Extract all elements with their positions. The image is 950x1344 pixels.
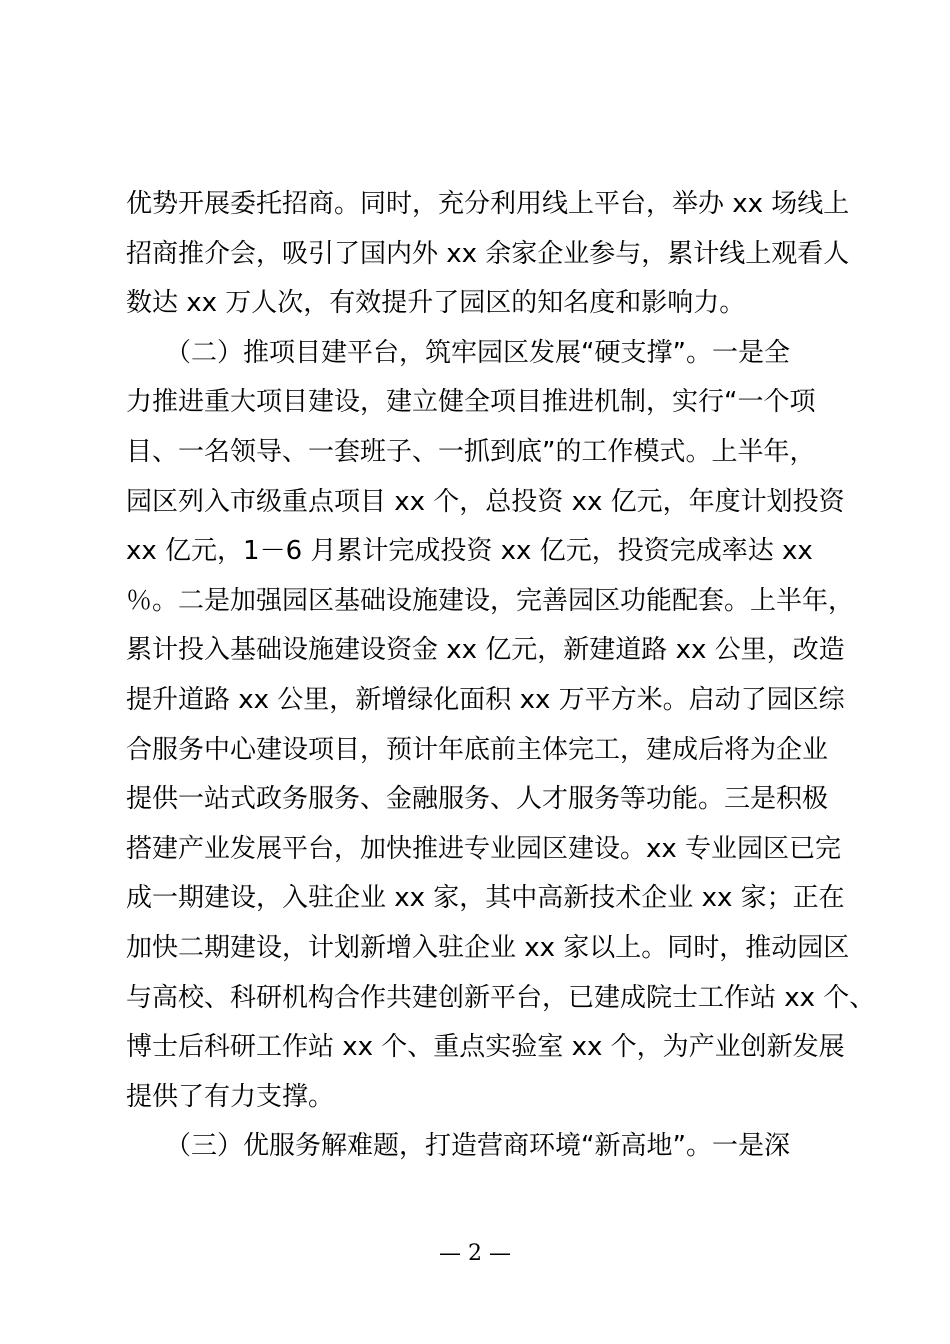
text-line: 与高校、科研机构合作共建创新平台，已建成院士工作站 xx 个、 (126, 982, 876, 1013)
text-line: 数达 xx 万人次，有效提升了园区的知名度和影响力。 (126, 288, 746, 319)
body-text (126, 180, 876, 1172)
text-line: ％。二是加强园区基础设施建设，完善园区功能配套。上半年， (126, 585, 855, 616)
text-line: 合服务中心建设项目，预计年底前主体完工，建成后将为企业 (126, 734, 829, 765)
text-line: 力推进重大项目建设，建立健全项目推进机制，实行“一个项 (126, 387, 816, 418)
text-line: 加快二期建设，计划新增入驻企业 xx 家以上。同时，推动园区 (126, 932, 850, 963)
text-line: 优势开展委托招商。同时，充分利用线上平台，举办 xx 场线上 (126, 189, 850, 219)
section-heading-line: （三）优服务解难题，打造营商环境“新高地”。一是深 (126, 1131, 790, 1162)
text-line: 累计投入基础设施建设资金 xx 亿元，新建道路 xx 公里，改造 (126, 635, 845, 666)
text-line: 成一期建设，入驻企业 xx 家，其中高新技术企业 xx 家；正在 (126, 883, 845, 914)
text-line: 园区列入市级重点项目 xx 个，总投资 xx 亿元，年度计划投资 (126, 486, 845, 517)
text-line: 提供了有力支撑。 (126, 1081, 335, 1112)
section-heading-line: （二）推项目建平台，筑牢园区发展“硬支撑”。一是全 (126, 337, 790, 368)
text-line: 提升道路 xx 公里，新增绿化面积 xx 万平方米。启动了园区综 (126, 684, 845, 715)
page-number: — 2 — (439, 1241, 511, 1266)
text-line: 搭建产业发展平台，加快推进专业园区建设。xx 专业园区已完 (126, 833, 842, 864)
text-line: 博士后科研工作站 xx 个、重点实验室 xx 个，为产业创新发展 (126, 1032, 845, 1063)
text-line: 提供一站式政务服务、金融服务、人才服务等功能。三是积极 (126, 784, 829, 815)
text-line: 目、一名领导、一套班子、一抓到底”的工作模式。上半年， (126, 436, 816, 467)
text-line: 招商推介会，吸引了国内外 xx 余家企业参与，累计线上观看人 (126, 238, 850, 269)
text-line: xx 亿元，1－6 月累计完成投资 xx 亿元，投资完成率达 xx (126, 536, 813, 567)
